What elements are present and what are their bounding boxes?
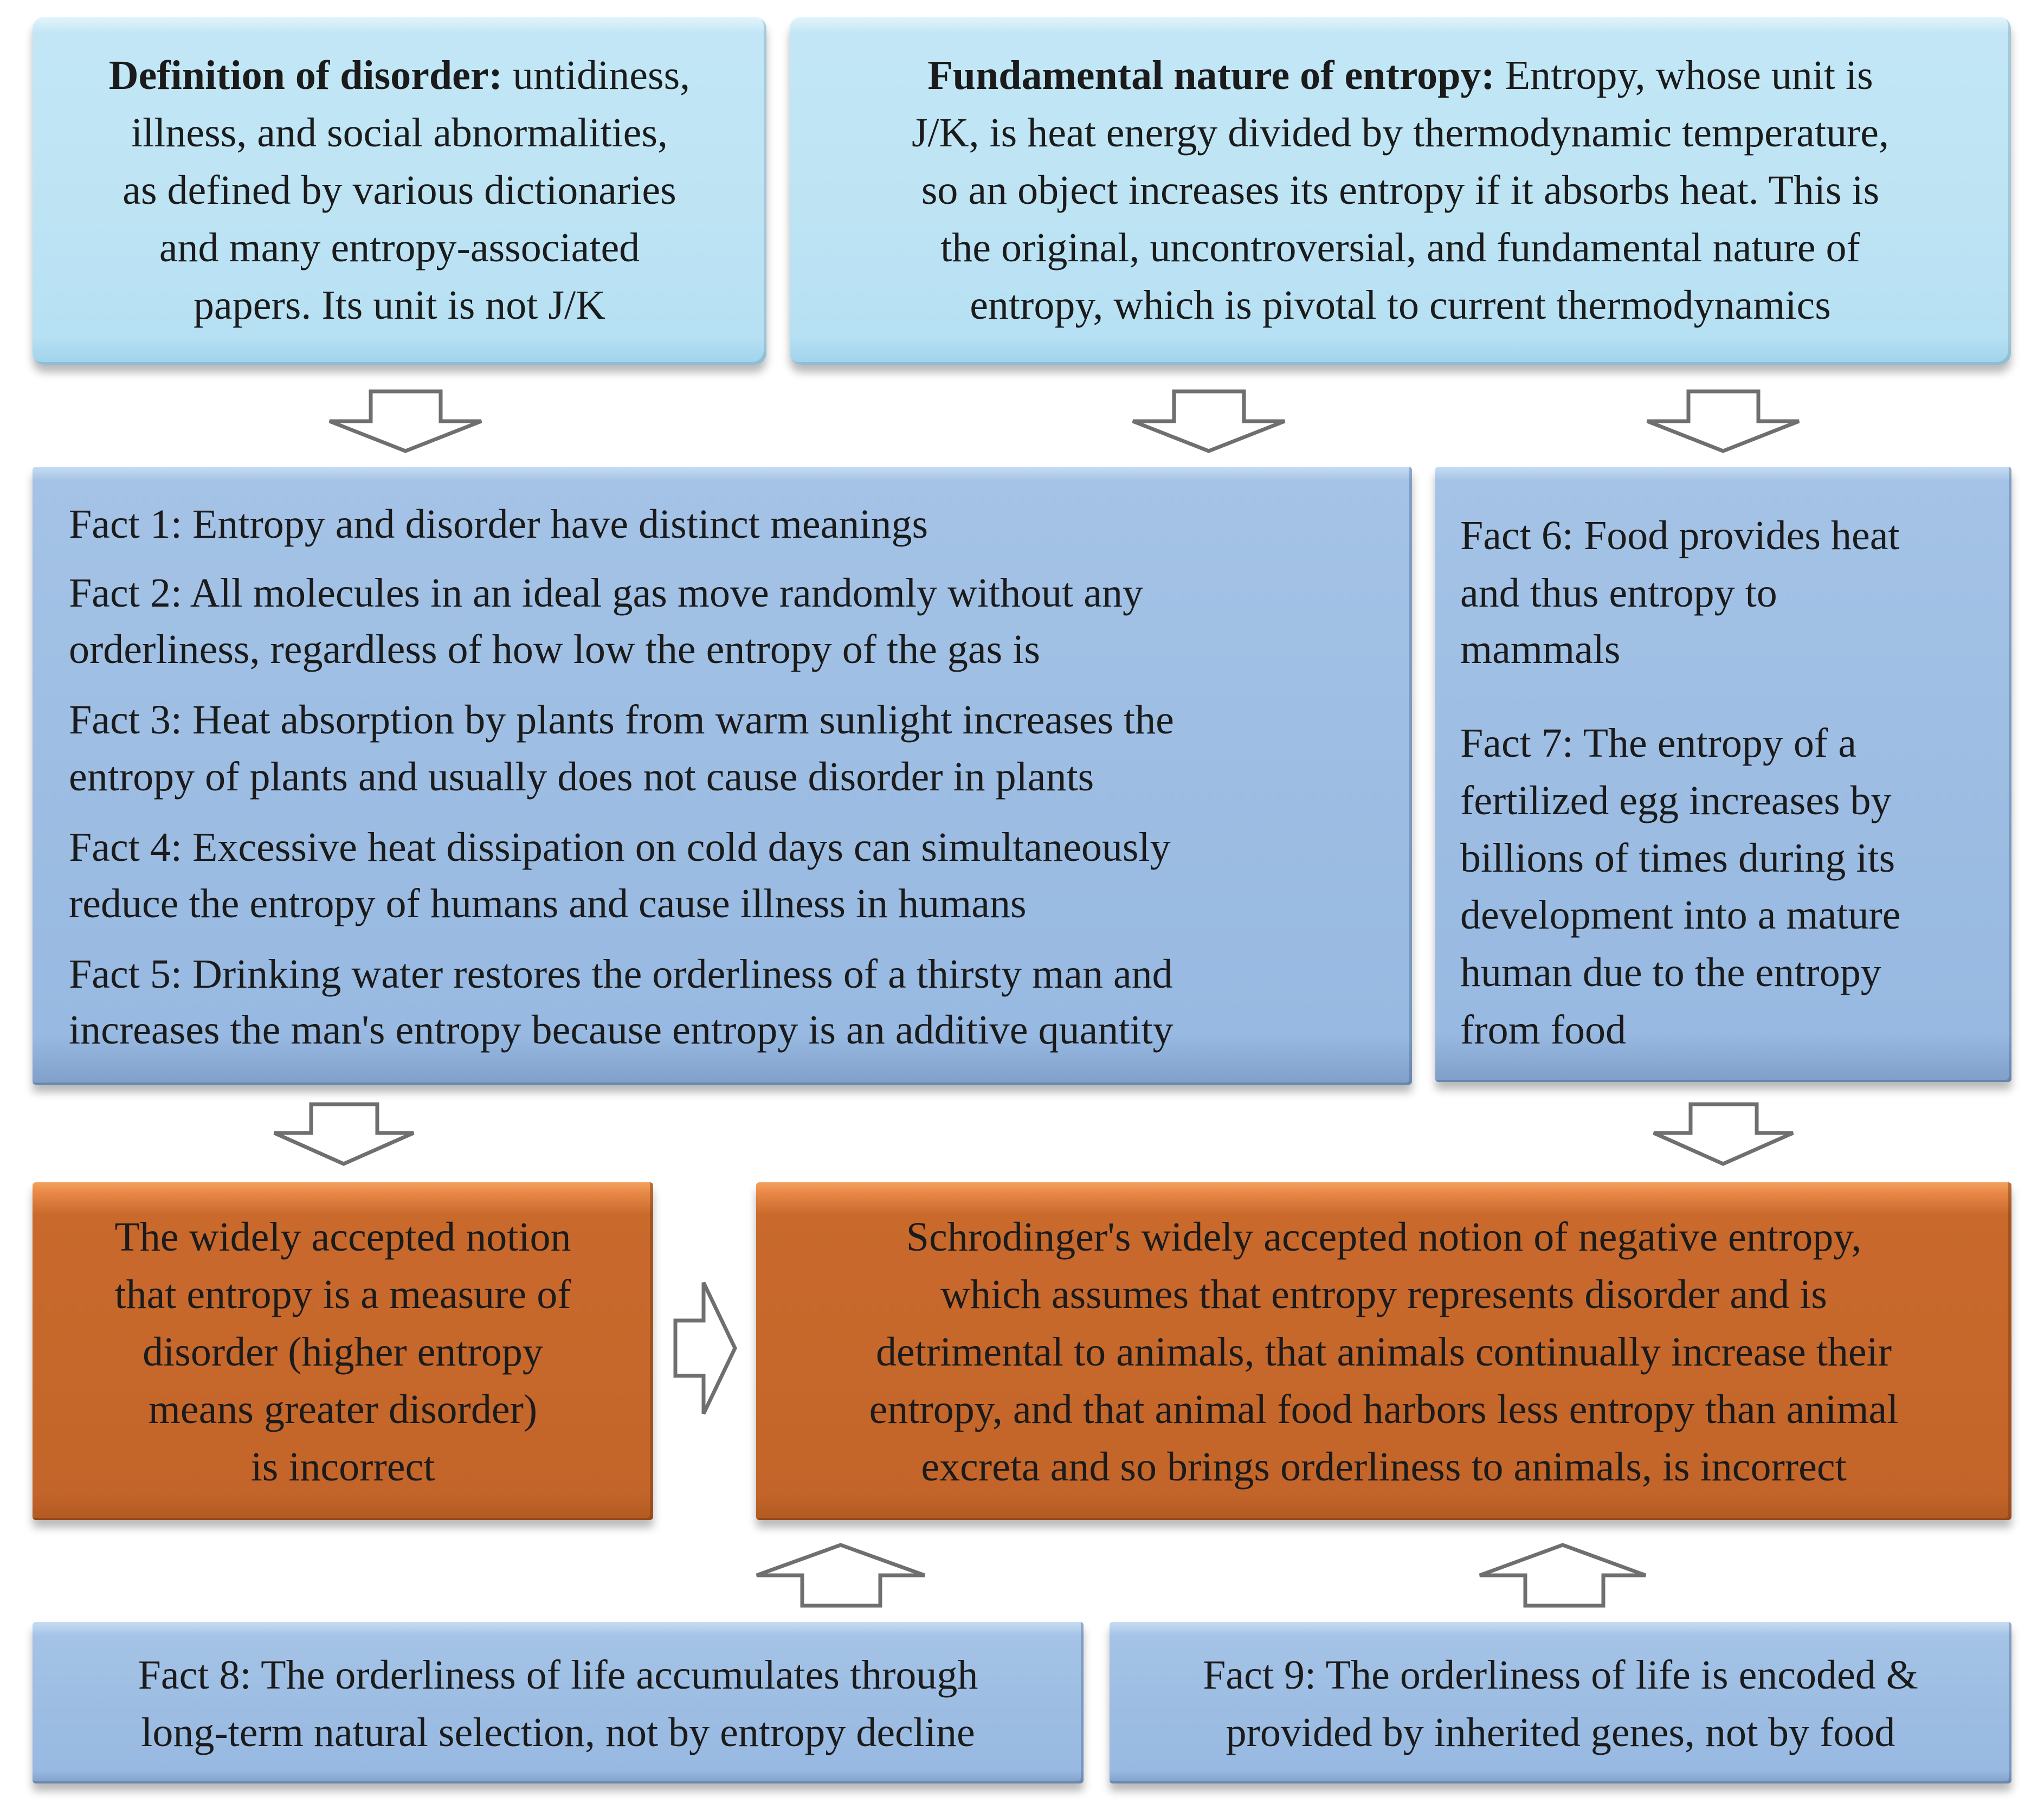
down-arrow-shape (1133, 391, 1285, 451)
negentropy-conclusion-line: entropy, and that animal food harbors less entropy than animal (869, 1387, 1899, 1432)
fact-9-line-2: provided by inherited genes, not by food (1226, 1710, 1895, 1755)
arrow-fact8-to-negentropy-icon (757, 1545, 926, 1608)
facts-6-7-box (1435, 467, 2011, 1082)
fact-7-line-3: billions of times during its (1460, 835, 1895, 881)
arrow-fundamental-to-food-facts-icon (1647, 391, 1799, 452)
disorder-conclusion-line: means greater disorder) (148, 1387, 538, 1432)
arrow-fact9-to-negentropy-icon (1480, 1545, 1647, 1608)
fact-7-line-5: human due to the entropy (1460, 950, 1881, 995)
fact-1: Fact 1: Entropy and disorder have distinct meanings (69, 501, 928, 547)
disorder-conclusion-line: The widely accepted notion (114, 1214, 571, 1260)
disorder-conclusion-line: that entropy is a measure of (114, 1272, 571, 1317)
up-arrow-shape (1480, 1545, 1646, 1606)
fact-6-line-1: Fact 6: Food provides heat (1460, 513, 1900, 558)
fact-7-line-6: from food (1460, 1007, 1627, 1053)
arrow-disorder-to-negentropy-icon (675, 1283, 737, 1415)
fact-2-line-1: Fact 2: All molecules in an ideal gas move randomly without any (69, 570, 1143, 616)
fact-5-line-1: Fact 5: Drinking water restores the orderliness of a thirsty man and (69, 951, 1173, 997)
definition-line: Definition of disorder: untidiness, (108, 53, 691, 98)
definition-line: illness, and social abnormalities, (131, 110, 668, 156)
fundamental-line: the original, uncontroversial, and fundamental nature of (940, 225, 1860, 271)
fact-6-line-3: mammals (1460, 627, 1621, 672)
arrow-fundamental-to-facts-icon (1133, 391, 1285, 452)
definition-line: papers. Its unit is not J/K (194, 282, 605, 328)
fact-3-line-2: entropy of plants and usually does not cause disorder in plants (69, 754, 1094, 800)
definition-line: as defined by various dictionaries (122, 168, 676, 213)
definition-heading: Definition of disorder: (108, 53, 502, 98)
fundamental-line: entropy, which is pivotal to current thermodynamics (970, 282, 1831, 328)
fact-2-line-2: orderliness, regardless of how low the entropy of the gas is (69, 627, 1040, 672)
down-arrow-shape (1654, 1104, 1793, 1164)
right-arrow-shape (675, 1283, 735, 1414)
arrow-facts-to-disorder-conclusion-icon (274, 1104, 415, 1165)
fundamental-heading: Fundamental nature of entropy: (927, 53, 1495, 98)
fact-4-line-1: Fact 4: Excessive heat dissipation on cold days can simultaneously (69, 825, 1171, 870)
down-arrow-shape (330, 391, 481, 451)
up-arrow-shape (757, 1545, 925, 1606)
fundamental-line: J/K, is heat energy divided by thermodynamic temperature, (911, 110, 1890, 156)
fact-7-line-2: fertilized egg increases by (1460, 778, 1892, 823)
disorder-notion-incorrect-box (33, 1182, 653, 1520)
fact-9-box (1110, 1622, 2011, 1783)
fact-9-line-1: Fact 9: The orderliness of life is encoded & (1203, 1652, 1918, 1698)
fundamental-nature-box (790, 17, 2011, 365)
down-arrow-shape (1647, 391, 1799, 451)
fundamental-line: so an object increases its entropy if it absorbs heat. This is (921, 168, 1880, 213)
disorder-conclusion-line: disorder (higher entropy (143, 1329, 543, 1375)
fact-7-line-1: Fact 7: The entropy of a (1460, 720, 1856, 766)
arrow-definition-to-facts-icon (330, 391, 481, 452)
definition-line: and many entropy-associated (159, 225, 640, 271)
negentropy-conclusion-line: Schrodinger's widely accepted notion of negative entropy, (906, 1214, 1862, 1260)
fact-8-box (33, 1622, 1084, 1783)
down-arrow-shape (274, 1104, 414, 1164)
fact-7-line-4: development into a mature (1460, 892, 1901, 938)
fact-6-line-2: and thus entropy to (1460, 570, 1777, 616)
negentropy-conclusion-line: which assumes that entropy represents disorder and is (940, 1272, 1827, 1317)
fact-8-line-2: long-term natural selection, not by entropy decline (141, 1710, 975, 1755)
negative-entropy-incorrect-box (756, 1182, 2011, 1520)
facts-1-5-box (33, 467, 1412, 1085)
negentropy-conclusion-line: detrimental to animals, that animals continually increase their (875, 1329, 1892, 1375)
fact-3-line-1: Fact 3: Heat absorption by plants from warm sunlight increases the (69, 697, 1174, 743)
definition-of-disorder-box (33, 17, 766, 365)
fact-5-line-2: increases the man's entropy because entropy is an additive quantity (69, 1007, 1173, 1053)
disorder-conclusion-line: is incorrect (250, 1444, 435, 1490)
negentropy-conclusion-line: excreta and so brings orderliness to animals, is incorrect (921, 1444, 1847, 1490)
fact-8-line-1: Fact 8: The orderliness of life accumulates through (138, 1652, 978, 1698)
arrow-food-facts-to-negentropy-conclusion-icon (1654, 1104, 1795, 1165)
fundamental-line: Fundamental nature of entropy: Entropy, whose unit is (927, 53, 1873, 98)
fact-4-line-2: reduce the entropy of humans and cause illness in humans (69, 881, 1027, 926)
